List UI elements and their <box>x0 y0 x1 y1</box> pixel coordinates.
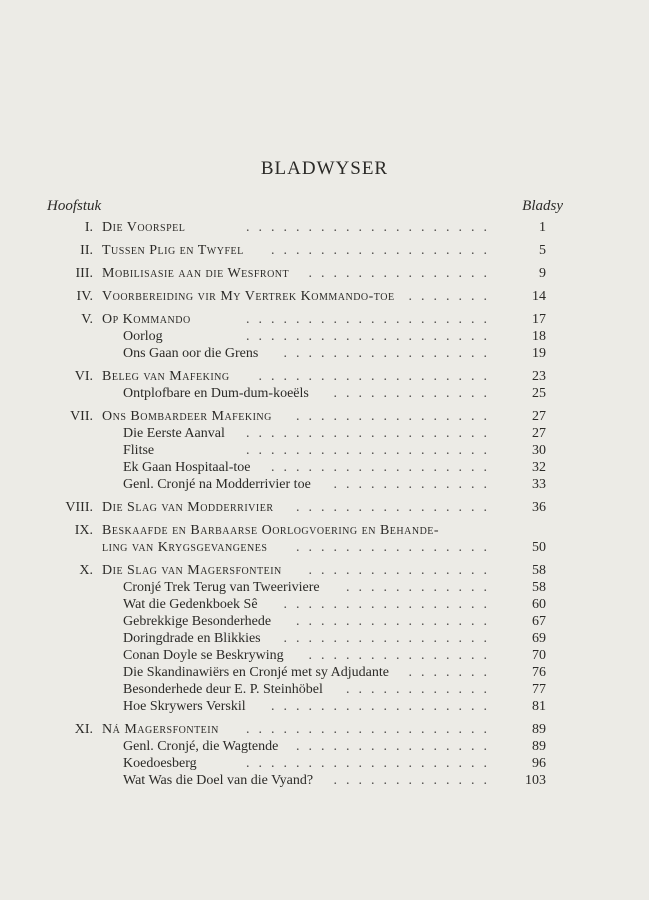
entry-title: Beskaafde en Barbaarse Oorlogvoering en Behande- <box>102 523 440 538</box>
entry-title: Die Voorspel <box>102 220 186 235</box>
entry-title: Ons Bombardeer Mafeking <box>102 409 272 424</box>
page-number: 19 <box>532 346 546 361</box>
toc-entry <box>0 562 649 579</box>
toc-subentry <box>0 647 649 664</box>
chapter-number: II. <box>80 243 93 258</box>
dot-leader: ................ <box>296 500 496 515</box>
table-of-contents <box>0 219 649 789</box>
entry-title: Doringdrade en Blikkies <box>123 631 261 646</box>
entry-title: Op Kommando <box>102 312 191 327</box>
chapter-number: VIII. <box>65 500 93 515</box>
entry-title: Oorlog <box>123 329 163 344</box>
page-number: 76 <box>532 665 546 680</box>
entry-title: Tussen Plig en Twyfel <box>102 243 244 258</box>
toc-subentry <box>0 613 649 630</box>
dot-leader: ................ <box>296 739 496 754</box>
toc-subentry <box>0 425 649 442</box>
page-number: 50 <box>532 540 546 555</box>
toc-entry <box>0 265 649 282</box>
entry-title: Ná Magersfontein <box>102 722 219 737</box>
toc-entry <box>0 499 649 516</box>
dot-leader: .................... <box>246 312 496 327</box>
chapter-number: V. <box>81 312 93 327</box>
dot-leader: ............ <box>346 580 496 595</box>
dot-leader: ................ <box>296 614 496 629</box>
toc-subentry <box>0 476 649 493</box>
page-number: 58 <box>532 563 546 578</box>
dot-leader: ................. <box>283 346 496 361</box>
page-number: 89 <box>532 739 546 754</box>
dot-leader: ................. <box>283 631 496 646</box>
entry-title: Die Slag van Modderrivier <box>102 500 274 515</box>
entry-title: Mobilisasie aan die Wesfront <box>102 266 290 281</box>
page-number: 60 <box>532 597 546 612</box>
page-number: 58 <box>532 580 546 595</box>
dot-leader: .................... <box>246 329 496 344</box>
entry-title: Cronjé Trek Terug van Tweeriviere <box>123 580 320 595</box>
chapter-number: IX. <box>74 523 93 538</box>
dot-leader: ............. <box>333 386 496 401</box>
entry-title: Die Eerste Aanval <box>123 426 225 441</box>
page-number: 32 <box>532 460 546 475</box>
dot-leader: ............. <box>333 773 496 788</box>
entry-title: ling van Krygsgevangenes <box>102 540 268 555</box>
toc-subentry <box>0 328 649 345</box>
chapter-number: X. <box>79 563 93 578</box>
entry-title: Genl. Cronjé na Modderrivier toe <box>123 477 311 492</box>
toc-subentry <box>0 630 649 647</box>
toc-subentry <box>0 681 649 698</box>
entry-title: Wat Was die Doel van die Vyand? <box>123 773 314 788</box>
entry-title: Besonderhede deur E. P. Steinhöbel <box>123 682 323 697</box>
entry-title: Ontplofbare en Dum-dum-koeëls <box>123 386 309 401</box>
page-number: 23 <box>532 369 546 384</box>
dot-leader: .................... <box>246 220 496 235</box>
page-number: 77 <box>532 682 546 697</box>
dot-leader: .................. <box>271 699 496 714</box>
chapter-number: III. <box>75 266 93 281</box>
dot-leader: ............... <box>308 648 496 663</box>
dot-leader: ............... <box>308 266 496 281</box>
dot-leader: .................... <box>246 426 496 441</box>
toc-entry <box>0 522 649 539</box>
dot-leader: ................ <box>296 540 496 555</box>
entry-title: Die Slag van Magersfontein <box>102 563 282 578</box>
page-title: BLADWYSER <box>260 158 389 179</box>
entry-title: Ons Gaan oor die Grens <box>123 346 259 361</box>
toc-subentry <box>0 738 649 755</box>
toc-subentry <box>0 579 649 596</box>
toc-subentry <box>0 772 649 789</box>
toc-entry <box>0 288 649 305</box>
dot-leader: .................... <box>246 722 496 737</box>
chapter-number: IV. <box>76 289 93 304</box>
page-number: 81 <box>532 699 546 714</box>
page-number: 33 <box>532 477 546 492</box>
entry-title: Beleg van Mafeking <box>102 369 230 384</box>
page-number: 70 <box>532 648 546 663</box>
toc-entry <box>0 219 649 236</box>
page-column-header: Bladsy <box>522 198 563 214</box>
dot-leader: .................... <box>246 443 496 458</box>
page-number: 30 <box>532 443 546 458</box>
dot-leader: ............ <box>346 682 496 697</box>
toc-entry <box>0 242 649 259</box>
page-number: 5 <box>539 243 546 258</box>
page-number: 103 <box>525 773 546 788</box>
page-number: 9 <box>539 266 546 281</box>
toc-subentry <box>0 345 649 362</box>
entry-title: Gebrekkige Besonderhede <box>123 614 272 629</box>
entry-title: Flitse <box>123 443 155 458</box>
chapter-column-header: Hoofstuk <box>47 198 102 214</box>
toc-subentry <box>0 459 649 476</box>
toc-entry <box>0 721 649 738</box>
toc-subentry <box>0 596 649 613</box>
entry-title: Voorbereiding vir My Vertrek Kommando-toe <box>102 289 395 304</box>
toc-entry <box>0 368 649 385</box>
toc-entry <box>0 408 649 425</box>
page-number: 69 <box>532 631 546 646</box>
page-number: 67 <box>532 614 546 629</box>
page-number: 89 <box>532 722 546 737</box>
dot-leader: ................. <box>283 597 496 612</box>
dot-leader: ................... <box>258 369 496 384</box>
toc-subentry <box>0 442 649 459</box>
page-number: 14 <box>532 289 546 304</box>
toc-subentry <box>0 698 649 715</box>
page-number: 27 <box>532 409 546 424</box>
toc-subentry <box>0 755 649 772</box>
chapter-number: I. <box>84 220 93 235</box>
page-number: 36 <box>532 500 546 515</box>
entry-title: Conan Doyle se Beskrywing <box>123 648 284 663</box>
chapter-number: XI. <box>74 722 93 737</box>
page-number: 25 <box>532 386 546 401</box>
page-number: 1 <box>539 220 546 235</box>
page-number: 27 <box>532 426 546 441</box>
toc-entry <box>0 311 649 328</box>
entry-title: Ek Gaan Hospitaal-toe <box>123 460 251 475</box>
dot-leader: ....... <box>408 665 496 680</box>
dot-leader: ................ <box>296 409 496 424</box>
page-number: 96 <box>532 756 546 771</box>
entry-title: Genl. Cronjé, die Wagtende <box>123 739 279 754</box>
entry-title: Koedoesberg <box>123 756 197 771</box>
chapter-number: VI. <box>74 369 93 384</box>
page-number: 18 <box>532 329 546 344</box>
entry-title: Wat die Gedenkboek Sê <box>123 597 258 612</box>
toc-subentry <box>0 385 649 402</box>
toc-subentry <box>0 664 649 681</box>
page-number: 17 <box>532 312 546 327</box>
dot-leader: ............... <box>308 563 496 578</box>
entry-title: Hoe Skrywers Verskil <box>123 699 246 714</box>
toc-entry <box>0 539 649 556</box>
chapter-number: VII. <box>70 409 93 424</box>
dot-leader: .................. <box>271 243 496 258</box>
dot-leader: ............. <box>333 477 496 492</box>
entry-title: Die Skandinawiërs en Cronjé met sy Adjudante <box>123 665 389 680</box>
dot-leader: .................... <box>246 756 496 771</box>
dot-leader: ....... <box>408 289 496 304</box>
dot-leader: .................. <box>271 460 496 475</box>
